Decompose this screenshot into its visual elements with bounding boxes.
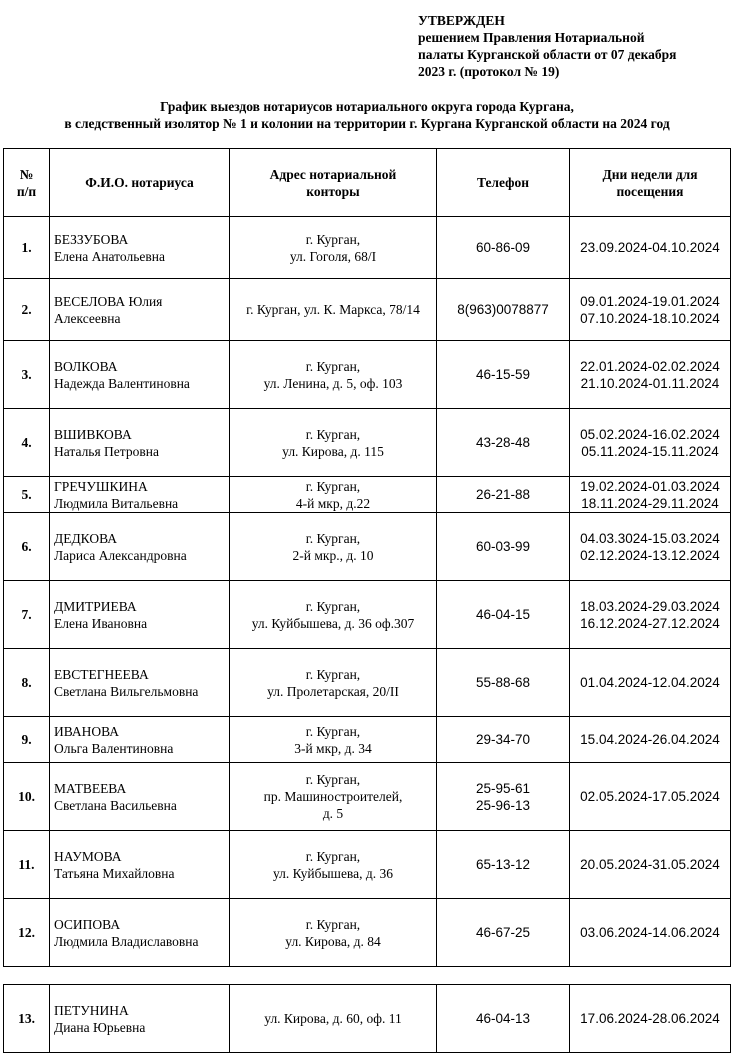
date-range-2: 02.12.2024-13.12.2024 [580, 547, 720, 563]
office-address [230, 581, 437, 649]
row-number: 2. [4, 279, 50, 341]
visit-dates: 17.06.2024-28.06.2024 [570, 985, 731, 1053]
notary-given-name: Диана Юрьевна [54, 1019, 146, 1035]
table-row [4, 763, 731, 831]
visit-dates [570, 477, 731, 513]
notary-surname: ДМИТРИЕВА [54, 598, 137, 614]
visit-dates [570, 279, 731, 341]
notary-given-name: Наталья Петровна [54, 443, 159, 459]
phone-number [437, 831, 570, 899]
address-line-1: г. Курган, [305, 478, 361, 494]
notary-surname: ГРЕЧУШКИНА [54, 478, 148, 494]
row-number: 6. [4, 513, 50, 581]
notary-given-name: Ольга Валентиновна [54, 740, 174, 756]
notary-name [50, 477, 230, 513]
address-line-1: г. Курган, [305, 426, 361, 442]
table-row [4, 513, 731, 581]
notary-name [50, 341, 230, 409]
date-range-1: 15.04.2024-26.04.2024 [580, 732, 720, 747]
address-line-2: ул. Куйбышева, д. 36 оф.307 [251, 615, 415, 631]
phone-line-1: 29-34-70 [475, 732, 531, 747]
address-line-3: д. 5 [322, 806, 344, 821]
header-address-line-2: конторы [306, 183, 360, 199]
notary-given-name: Елена Ивановна [54, 615, 148, 631]
phone-number [437, 763, 570, 831]
phone-number: 46-04-13 [437, 985, 570, 1053]
row-number: 5. [4, 477, 50, 513]
address-line-2: ул. Ленина, д. 5, оф. 103 [263, 375, 403, 391]
phone-line-1: 43-28-48 [475, 435, 531, 450]
date-range-1: 18.03.2024-29.03.2024 [580, 598, 720, 614]
address-line-2: 4-й мкр, д.22 [295, 495, 371, 511]
phone-line-1: 25-95-61 [475, 780, 531, 796]
notary-surname: ИВАНОВА [54, 723, 120, 739]
approval-line-4: 2023 г. (протокол № 19) [418, 64, 560, 79]
approval-line-1: УТВЕРЖДЕН [418, 13, 505, 28]
row-number: 11. [4, 831, 50, 899]
notary-name [50, 831, 230, 899]
notary-surname: ЕВСТЕГНЕЕВА [54, 666, 149, 682]
title-line-1: График выездов нотариусов нотариального округа города Кургана, [160, 99, 574, 114]
notary-surname: ПЕТУНИНА [54, 1002, 129, 1018]
visit-dates [570, 581, 731, 649]
visit-dates [570, 763, 731, 831]
address-line-2: ул. Куйбышева, д. 36 [273, 865, 393, 881]
phone-number [437, 899, 570, 967]
header-days-line-1: Дни недели для [602, 166, 698, 182]
address-line-2: ул. Кирова, д. 115 [282, 443, 384, 459]
address-line-2: ул. Гоголя, 68/I [289, 248, 377, 264]
visit-dates [570, 717, 731, 763]
notary-given-name: Алексеевна [54, 310, 121, 326]
date-range-1: 01.04.2024-12.04.2024 [580, 675, 720, 690]
address-line-2: 3-й мкр, д. 34 [294, 740, 372, 756]
notary-surname: ВОЛКОВА [54, 358, 118, 374]
date-range-1: 22.01.2024-02.02.2024 [580, 358, 720, 374]
visit-dates [570, 341, 731, 409]
visit-dates [570, 831, 731, 899]
phone-number [437, 409, 570, 477]
phone-line-1: 55-88-68 [475, 675, 531, 690]
notary-name [50, 581, 230, 649]
table-row [4, 341, 731, 409]
header-address-line-1: Адрес нотариальной [269, 166, 397, 182]
phone-number [437, 581, 570, 649]
notary-given-name: Людмила Владиславовна [54, 933, 199, 949]
header-address [230, 149, 437, 217]
notary-name [50, 899, 230, 967]
visit-dates [570, 899, 731, 967]
office-address [230, 899, 437, 967]
office-address [230, 831, 437, 899]
header-number-line-1: № [19, 166, 34, 182]
row-number: 10. [4, 763, 50, 831]
phone-line-2: 25-96-13 [475, 797, 531, 813]
address-line-1: г. Курган, [305, 598, 361, 614]
date-range-1: 19.02.2024-01.03.2024 [580, 478, 720, 494]
address-line-1: г. Курган, [305, 358, 361, 374]
header-days [570, 149, 731, 217]
address-line-2: ул. Пролетарская, 20/II [267, 683, 399, 699]
phone-number [437, 217, 570, 279]
phone-line-1: 46-15-59 [475, 367, 531, 382]
office-address [230, 477, 437, 513]
address-line-2: ул. Кирова, д. 84 [285, 933, 381, 949]
phone-line-1: 46-04-15 [475, 607, 531, 622]
phone-number [437, 513, 570, 581]
date-range-2: 21.10.2024-01.11.2024 [580, 375, 720, 391]
notary-given-name: Татьяна Михайловна [54, 865, 175, 881]
date-range-2: 18.11.2024-29.11.2024 [581, 495, 719, 511]
date-range-1: 23.09.2024-04.10.2024 [580, 240, 720, 255]
date-range-2: 16.12.2024-27.12.2024 [580, 615, 720, 631]
date-range-1: 05.02.2024-16.02.2024 [580, 426, 720, 442]
address-line-1: г. Курган, [305, 848, 361, 864]
office-address [230, 341, 437, 409]
schedule-table [3, 148, 731, 967]
table-row [4, 717, 731, 763]
address-line-1: г. Курган, [305, 772, 361, 787]
row-number: 7. [4, 581, 50, 649]
office-address [230, 279, 437, 341]
table-header-row [4, 149, 731, 217]
phone-number [437, 649, 570, 717]
notary-name [50, 217, 230, 279]
notary-given-name: Надежда Валентиновна [54, 375, 190, 391]
table-row [4, 409, 731, 477]
table-row [4, 279, 731, 341]
notary-surname: ВЕСЕЛОВА Юлия [54, 293, 163, 309]
date-range-1: 09.01.2024-19.01.2024 [580, 293, 720, 309]
header-days-line-2: посещения [616, 183, 684, 199]
row-number: 13. [4, 985, 50, 1053]
row-number: 3. [4, 341, 50, 409]
notary-surname: ВШИВКОВА [54, 426, 132, 442]
office-address [230, 763, 437, 831]
date-range-2: 05.11.2024-15.11.2024 [581, 443, 719, 459]
notary-name [50, 513, 230, 581]
phone-line-1: 60-86-09 [475, 240, 531, 255]
table-row [4, 831, 731, 899]
address-line-2: пр. Машиностроителей, [263, 789, 403, 804]
office-address [230, 717, 437, 763]
table-row [4, 581, 731, 649]
table-row [4, 649, 731, 717]
phone-number [437, 279, 570, 341]
phone-number [437, 341, 570, 409]
row-number: 4. [4, 409, 50, 477]
date-range-2: 07.10.2024-18.10.2024 [580, 310, 720, 326]
notary-name [50, 279, 230, 341]
office-address [230, 409, 437, 477]
notary-surname: БЕЗЗУБОВА [54, 231, 129, 247]
visit-dates [570, 513, 731, 581]
notary-given-name: Людмила Витальевна [54, 495, 179, 511]
row-number: 9. [4, 717, 50, 763]
visit-dates [570, 649, 731, 717]
date-range-1: 03.06.2024-14.06.2024 [580, 925, 720, 940]
office-address [230, 513, 437, 581]
notary-name [50, 763, 230, 831]
table-row [4, 899, 731, 967]
document-title [0, 98, 734, 132]
header-number [4, 149, 50, 217]
header-phone: Телефон [437, 149, 570, 217]
notary-surname: НАУМОВА [54, 848, 122, 864]
address-line-1: г. Курган, [305, 916, 361, 932]
notary-name [50, 985, 230, 1053]
phone-line-1: 46-67-25 [475, 925, 531, 940]
date-range-1: 02.05.2024-17.05.2024 [580, 789, 720, 804]
notary-surname: МАТВЕЕВА [54, 780, 127, 796]
notary-name [50, 409, 230, 477]
office-address [230, 649, 437, 717]
address-line-1: г. Курган, ул. К. Маркса, 78/14 [246, 302, 420, 317]
date-range-1: 20.05.2024-31.05.2024 [580, 857, 720, 872]
notary-name [50, 717, 230, 763]
phone-line-1: 60-03-99 [475, 539, 531, 554]
notary-surname: ДЕДКОВА [54, 530, 117, 546]
visit-dates [570, 217, 731, 279]
table-row [4, 477, 731, 513]
phone-number [437, 717, 570, 763]
approval-line-2: решением Правления Нотариальной [418, 30, 645, 45]
office-address: ул. Кирова, д. 60, оф. 11 [230, 985, 437, 1053]
visit-dates [570, 409, 731, 477]
table-row [4, 985, 731, 1053]
row-number: 1. [4, 217, 50, 279]
table-row [4, 217, 731, 279]
title-line-2: в следственный изолятор № 1 и колонии на территории г. Кургана Курганской области на 2024 год [64, 116, 670, 131]
address-line-1: г. Курган, [305, 231, 361, 247]
header-number-line-2: п/п [16, 183, 37, 199]
address-line-1: г. Курган, [305, 530, 361, 546]
phone-number [437, 477, 570, 513]
approval-line-3: палаты Курганской области от 07 декабря [418, 47, 677, 62]
notary-given-name: Елена Анатольевна [54, 248, 165, 264]
phone-line-1: 26-21-88 [475, 487, 531, 502]
notary-given-name: Светлана Васильевна [54, 797, 177, 813]
date-range-1: 04.03.3024-15.03.2024 [580, 530, 720, 546]
row-number: 12. [4, 899, 50, 967]
office-address [230, 217, 437, 279]
notary-given-name: Лариса Александровна [54, 547, 187, 563]
address-line-1: г. Курган, [305, 723, 361, 739]
address-line-1: г. Курган, [305, 666, 361, 682]
address-line-2: 2-й мкр., д. 10 [292, 547, 374, 563]
header-name: Ф.И.О. нотариуса [50, 149, 230, 217]
phone-line-1: 8(963)0078877 [457, 302, 549, 317]
notary-given-name: Светлана Вильгельмовна [54, 683, 199, 699]
notary-name [50, 649, 230, 717]
row-number: 8. [4, 649, 50, 717]
notary-surname: ОСИПОВА [54, 916, 121, 932]
schedule-table-continued [3, 984, 731, 1053]
approval-stamp [418, 12, 718, 80]
phone-line-1: 65-13-12 [475, 857, 531, 872]
